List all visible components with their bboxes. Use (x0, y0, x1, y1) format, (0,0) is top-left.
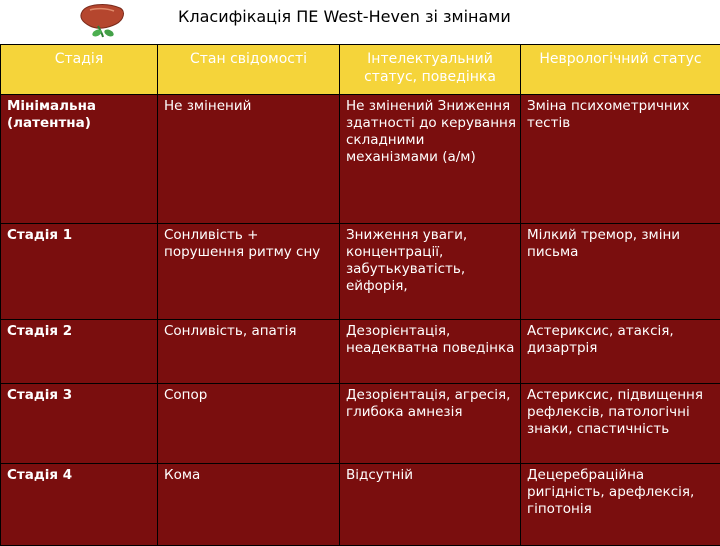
consciousness-cell: Кома (158, 464, 340, 546)
column-header-stage: Стадія (1, 45, 158, 95)
consciousness-cell: Сонливість + порушення ритму сну (158, 224, 340, 320)
consciousness-cell: Сонливість, апатія (158, 320, 340, 384)
stage-cell: Стадія 4 (1, 464, 158, 546)
neuro-cell: Астериксис, підвищення рефлексів, патологічні знаки, спастичність (521, 384, 720, 464)
table-row (1, 320, 720, 384)
consciousness-cell: Не змінений (158, 95, 340, 224)
neuro-cell: Мілкий тремор, зміни письма (521, 224, 720, 320)
consciousness-cell: Сопор (158, 384, 340, 464)
slide-title: Класифікація ПЕ West-Heven зі змінами (178, 7, 511, 26)
stage-cell: Стадія 2 (1, 320, 158, 384)
neuro-cell: Зміна психометричних тестів (521, 95, 720, 224)
neuro-cell: Астериксис, атаксія, дизартрія (521, 320, 720, 384)
intellect-cell: Зниження уваги, концентрації, забутькуватість, ейфорія, (340, 224, 521, 320)
intellect-cell: Дезорієнтація, агресія, глибока амнезія (340, 384, 521, 464)
table-row (1, 95, 720, 224)
stage-cell: Мінімальна (латентна) (1, 95, 158, 224)
intellect-cell: Дезорієнтація, неадекватна поведінка (340, 320, 521, 384)
intellect-cell: Відсутній (340, 464, 521, 546)
table-row (1, 384, 720, 464)
liver-icon (76, 0, 130, 40)
classification-table (0, 44, 720, 546)
neuro-cell: Децеребраційна ригідність, арефлексія, гіпотонія (521, 464, 720, 546)
stage-cell: Стадія 1 (1, 224, 158, 320)
column-header-intellect: Інтелектуальний статус, поведінка (340, 45, 521, 95)
slide-header (0, 0, 720, 44)
table-header-row (1, 45, 720, 95)
table-row (1, 464, 720, 546)
stage-cell: Стадія 3 (1, 384, 158, 464)
column-header-neuro: Неврологічний статус (521, 45, 720, 95)
table-row (1, 224, 720, 320)
column-header-consciousness: Стан свідомості (158, 45, 340, 95)
intellect-cell: Не змінений Зниження здатності до керування складними механізмами (а/м) (340, 95, 521, 224)
